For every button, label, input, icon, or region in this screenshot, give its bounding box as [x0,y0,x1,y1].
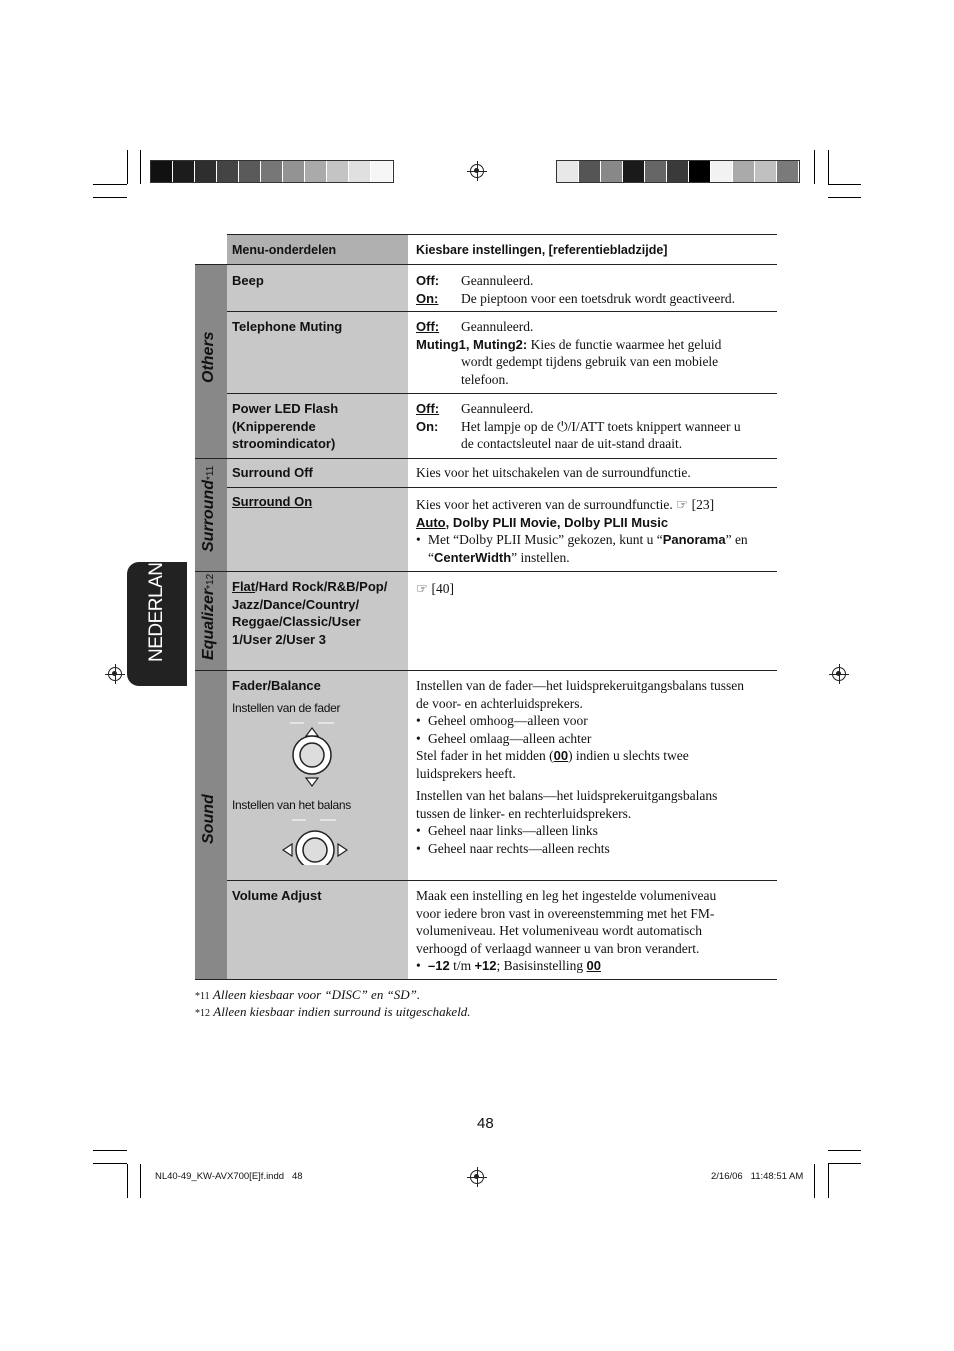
section-label-sound: Sound [200,794,217,844]
registration-mark-icon [470,164,484,178]
print-file-info: NL40-49_KW-AVX700[E]f.indd 48 [155,1171,303,1182]
table-header-items: Menu-onderdelen [232,243,337,257]
setting-beep: Off: Geannuleerd. On: De pieptoon voor een toetsdruk wordt geactiveerd. [416,273,736,306]
section-label-surround: Surround*11 [200,465,217,552]
item-surround-on: Surround On [232,494,313,509]
color-bar-right [556,160,800,183]
item-equalizer-presets: Flat/Hard Rock/R&B/Pop/ Jazz/Dance/Country/ Reggae/Classic/User 1/User 2/User 3 [232,579,388,647]
balance-knob-icon [280,815,350,865]
registration-mark-icon [470,1170,484,1184]
item-volume-adjust: Volume Adjust [232,888,322,903]
fader-knob-icon [282,718,342,788]
setting-surround-on: Kies voor het activeren van de surroundfunctie. ☞ [23] Auto, Dolby PLII Movie, Dolby PLII Music • Met “Dolby PLII Music” gekozen, kunt u “Panorama” en “CenterWidth” instellen. [416,497,748,565]
setting-fader-balance: Instellen van de fader—het luidsprekeruitgangsbalans tussen de voor- en achterluidsprekers. • Geheel omhoog—alleen voor • Geheel omlaag—alleen achter Stel fader in het midden (00) indien u slechts twee luidsprekers heeft. Instellen van het balans—het luidsprekeruitgangsbalans tussen de linker- en rechterluidsprekers. • Geheel naar links—alleen links • Geheel naar rechts—alleen rechts [416,678,745,856]
registration-mark-icon [108,667,122,681]
footnote-11: *11 Alleen kiesbaar voor “DISC” en “SD”. [195,987,421,1002]
item-beep: Beep [232,273,264,288]
language-tab-label: NEDERLANDS [146,537,167,662]
setting-equalizer: ☞ [40] [416,581,454,596]
setting-volume-adjust: Maak een instelling en leg het ingestelde volumeniveau voor iedere bron vast in overeenstemming met het FM- volumeniveau. Het volumeniveau wordt automatisch verhoogd of verlaagd wanneer u van bron verandert. • –12 t/m +12; Basisinstelling 00 [416,888,717,973]
color-bar-left [150,160,394,183]
item-fader-balance: Fader/Balance [232,678,321,693]
balance-caption: Instellen van het balans [232,798,351,812]
section-label-equalizer: Equalizer*12 [200,573,217,660]
setting-surround-off: Kies voor het uitschakelen van de surroundfunctie. [416,465,691,480]
page-number: 48 [477,1115,494,1132]
item-power-led-flash: Power LED Flash (Knipperende stroomindicator) [232,401,339,451]
table-header-settings: Kiesbare instellingen, [referentiebladzijde] [416,243,668,257]
item-surround-off: Surround Off [232,465,313,480]
setting-power-led-flash: Off: Geannuleerd. On: Het lampje op de ⏻/I/ATT toets knippert wanneer u de contactsleutel naar de uit-stand draait. [416,401,741,451]
footnote-12: *12 Alleen kiesbaar indien surround is uitgeschakeld. [195,1004,471,1019]
fader-caption: Instellen van de fader [232,701,341,715]
section-label-others: Others [200,331,217,383]
print-timestamp: 2/16/06 11:48:51 AM [711,1171,804,1182]
setting-telephone-muting: Off: Geannuleerd. Muting1, Muting2: Kies de functie waarmee het geluid wordt gedempt tijdens gebruik van een mobiele telefoon. [416,319,722,387]
registration-mark-icon [832,667,846,681]
item-telephone-muting: Telephone Muting [232,319,343,334]
